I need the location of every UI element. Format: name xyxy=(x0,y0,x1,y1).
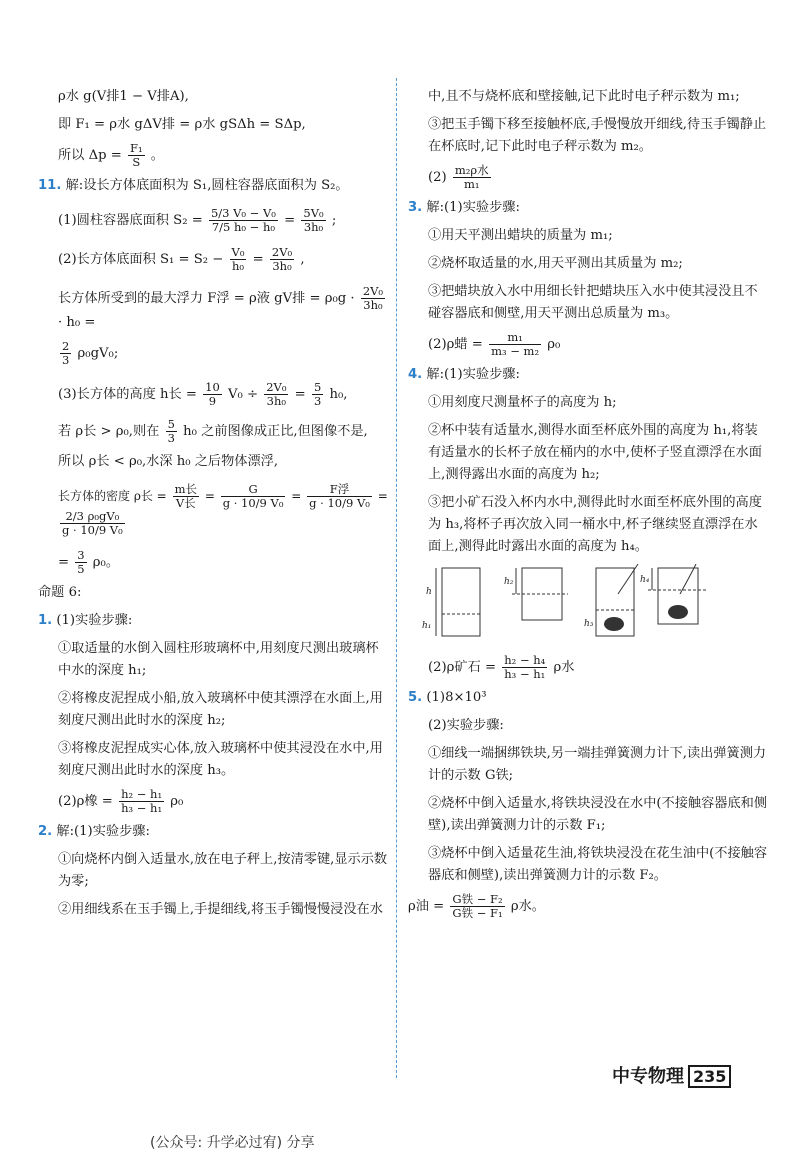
step-text: ③把小矿石没入杯内水中,测得此时水面至杯底外围的高度为 h₃,将杯子再次放入同一桶水中,杯子继续竖直漂浮在水面上,测得此时露出水面的高度为 h₄。 xyxy=(428,495,762,554)
text-line: (2)长方体底面积 S₁ = S₂ − $\frac{\text{V₀}}{\text{h₀}}$ = $\frac{\text{2V₀}}{\text{3h₀}}$ , xyxy=(58,245,305,273)
text-line: (2)ρ蜡 = $\frac{\text{m₁}}{\text{m₃ − m₂}}$ ρ₀ xyxy=(428,330,561,358)
floating-cup-diagram xyxy=(408,564,770,644)
step-text: 中,且不与烧杯底和壁接触,记下此时电子秤示数为 m₁; xyxy=(428,89,740,104)
diagram-svg xyxy=(408,564,770,644)
fraction: $\frac{\text{5V₀}}{\text{3h₀}}$ xyxy=(303,206,324,234)
text-line: 即 F₁ = ρ水 gΔV排 = ρ水 gSΔh = SΔp, xyxy=(58,117,306,132)
step-text: ③把玉手镯下移至接触杯底,手慢慢放开细线,待玉手镯静止在杯底时,记下此时电子秤示数为 m₂。 xyxy=(428,117,767,154)
text-line: = $\frac{3}{5}$ ρ₀。 xyxy=(58,548,120,576)
question-5: 5. (1)8×10³ xyxy=(408,690,487,705)
fraction: $\frac{\text{2V₀}}{\text{3h₀}}$ xyxy=(362,284,384,312)
text-line: (2)实验步骤: xyxy=(428,718,504,733)
question-number: 5. xyxy=(408,690,423,705)
step-text: ①细线一端捆绑铁块,另一端挂弹簧测力计下,读出弹簧测力计的示数 G铁; xyxy=(428,746,767,783)
label-h2: h₂ xyxy=(504,577,514,587)
fraction: $\frac{\text{V₀}}{\text{h₀}}$ xyxy=(231,245,245,273)
step-text: ①用刻度尺测量杯子的高度为 h; xyxy=(428,395,617,410)
step-text: ③把蜡块放入水中用细长针把蜡块压入水中使其浸没且不碰容器底和侧壁,用天平测出总质量为 m₃。 xyxy=(428,284,758,321)
fraction: $\frac{10}{9}$ xyxy=(205,380,220,408)
text-line: 长方体所受到的最大浮力 F浮 = ρ液 gV排 = ρ₀g · $\frac{\text{2V₀}}{\text{3h₀}}$ · h₀ = xyxy=(58,284,384,330)
fraction: $\frac{5}{3}$ xyxy=(167,417,175,445)
fraction: $\frac{\text{2/3 ρ₀gV₀}}{\text{g · 10/9 V₀}}$ xyxy=(62,509,123,537)
question-number: 2. xyxy=(38,824,53,839)
left-column xyxy=(38,86,390,927)
text-line: (2)ρ橡 = $\frac{\text{h₂ − h₁}}{\text{h₃ − h₁}}$ ρ₀ xyxy=(58,787,184,815)
footer-title: 中专物理 235 xyxy=(612,1062,731,1088)
step-text: ①向烧杯内倒入适量水,放在电子秤上,按清零键,显示示数为零; xyxy=(58,852,388,889)
rock-4 xyxy=(668,605,688,619)
fraction: $\frac{\text{5/3 V₀ − V₀}}{\text{7/5 h₀ − h₀}}$ xyxy=(210,206,276,234)
text-line: $\frac{2}{3}$ ρ₀gV₀; xyxy=(62,339,119,367)
fraction: $\frac{\text{G铁 − F₂}}{\text{G铁 − F₁}}$ xyxy=(452,892,503,920)
text-line: 若 ρ长 > ρ₀,则在 $\frac{5}{3}$ h₀ 之前图像成正比,但图像不是, xyxy=(58,417,368,445)
cup-1 xyxy=(442,568,480,636)
question-number: 11. xyxy=(38,178,62,193)
text-line: 所以 Δp = $\frac{\text{F₁}}{S}$ 。 xyxy=(58,141,164,169)
text-line: (3)长方体的高度 h长 = $\frac{10}{9}$ V₀ ÷ $\frac{\text{2V₀}}{\text{3h₀}}$ = $\frac{5}{3}$ h₀, xyxy=(58,380,348,408)
step-text: ③将橡皮泥捏成实心体,放入玻璃杯中使其浸没在水中,用刻度尺测出此时水的深度 h₃。 xyxy=(58,741,383,778)
text-line: ρ水 g(V排1 − V排A), xyxy=(58,89,189,104)
step-text: ①取适量的水倒入圆柱形玻璃杯中,用刻度尺测出玻璃杯中水的深度 h₁; xyxy=(58,641,379,678)
fraction: $\frac{\text{m长}}{\text{V长}}$ xyxy=(174,482,197,510)
fraction: $\frac{\text{m₂ρ水}}{\text{m₁}}$ xyxy=(454,163,489,191)
step-text: ②将橡皮泥捏成小船,放入玻璃杯中使其漂浮在水面上,用刻度尺测出此时水的深度 h₂; xyxy=(58,691,383,728)
rock-3 xyxy=(604,617,624,631)
step-text: ②烧杯取适量的水,用天平测出其质量为 m₂; xyxy=(428,256,683,271)
fraction: $\frac{\text{m₁}}{\text{m₃ − m₂}}$ xyxy=(491,330,540,358)
step-text: ③烧杯中倒入适量花生油,将铁块浸没在花生油中(不接触容器底和侧壁),读出弹簧测力计的示数 F₂。 xyxy=(428,846,768,883)
step-text: ②用细线系在玉手镯上,手提细线,将玉手镯慢慢浸没在水 xyxy=(58,902,383,917)
topic-heading: 命题 6: xyxy=(38,585,82,600)
column-divider xyxy=(396,78,397,1078)
fraction: $\frac{\text{2V₀}}{\text{3h₀}}$ xyxy=(266,380,287,408)
fraction: $\frac{5}{3}$ xyxy=(313,380,322,408)
right-column xyxy=(408,86,770,926)
fraction: $\frac{\text{2V₀}}{\text{3h₀}}$ xyxy=(271,245,293,273)
step-text: ②杯中装有适量水,测得水面至杯底外围的高度为 h₁,将装有适量水的长杯子放在桶内的水中,使杯子竖直漂浮在水面上,测得露出水面的高度为 h₂; xyxy=(428,423,762,482)
question-3: 3. 解:(1)实验步骤: xyxy=(408,200,520,215)
fraction: $\frac{\text{F浮}}{\text{g · 10/9 V₀}}$ xyxy=(309,482,370,510)
label-h1: h₁ xyxy=(422,621,432,631)
footer-note: (公众号: 升学必过宥) 分享 xyxy=(150,1135,315,1151)
fraction: $\frac{\text{F₁}}{S}$ xyxy=(129,141,143,169)
text-line: (2) $\frac{\text{m₂ρ水}}{\text{m₁}}$ xyxy=(428,163,489,191)
text-line: 长方体的密度 ρ长 = $\frac{\text{m长}}{\text{V长}}$ = $\frac{G}{\text{g · 10/9 V₀}}$ = $\frac{\text{F浮}}{\text{g · 10/9 V₀}}$ = $\frac{\text{2/3 ρ₀gV₀}}{\text{g · 10/9 V₀}}$ xyxy=(58,482,388,537)
question-4: 4. 解:(1)实验步骤: xyxy=(408,367,520,382)
label-h3: h₃ xyxy=(584,619,594,629)
fraction: $\frac{\text{h₂ − h₁}}{\text{h₃ − h₁}}$ xyxy=(121,787,163,815)
fraction: $\frac{2}{3}$ xyxy=(62,339,70,367)
question-2: 2. 解:(1)实验步骤: xyxy=(38,824,150,839)
fraction: $\frac{3}{5}$ xyxy=(77,548,85,576)
fraction: $\frac{G}{\text{g · 10/9 V₀}}$ xyxy=(222,482,284,510)
text-line: (2)ρ矿石 = $\frac{\text{h₂ − h₄}}{\text{h₃ − h₁}}$ ρ水 xyxy=(428,653,575,681)
question-11: 11. 解:设长方体底面积为 S₁,圆柱容器底面积为 S₂。 xyxy=(38,178,349,193)
text-line: 所以 ρ长 < ρ₀,水深 h₀ 之后物体漂浮, xyxy=(58,454,279,469)
text-line: ρ油 = $\frac{\text{G铁 − F₂}}{\text{G铁 − F₁}}$ ρ水。 xyxy=(408,892,545,920)
text-line: (1)圆柱容器底面积 S₂ = $\frac{\text{5/3 V₀ − V₀}}{\text{7/5 h₀ − h₀}}$ = $\frac{\text{5V₀}}{\text{3h₀}}$ ; xyxy=(58,206,337,234)
question-number: 1. xyxy=(38,613,53,628)
fraction: $\frac{\text{h₂ − h₄}}{\text{h₃ − h₁}}$ xyxy=(504,653,546,681)
question-number: 3. xyxy=(408,200,423,215)
label-h: h xyxy=(426,587,432,597)
page-number: 235 xyxy=(688,1065,731,1088)
question-1: 1. (1)实验步骤: xyxy=(38,613,133,628)
question-number: 4. xyxy=(408,367,423,382)
step-text: ①用天平测出蜡块的质量为 m₁; xyxy=(428,228,613,243)
step-text: ②烧杯中倒入适量水,将铁块浸没在水中(不接触容器底和侧壁),读出弹簧测力计的示数 F₁; xyxy=(428,796,768,833)
label-h4: h₄ xyxy=(640,575,650,585)
